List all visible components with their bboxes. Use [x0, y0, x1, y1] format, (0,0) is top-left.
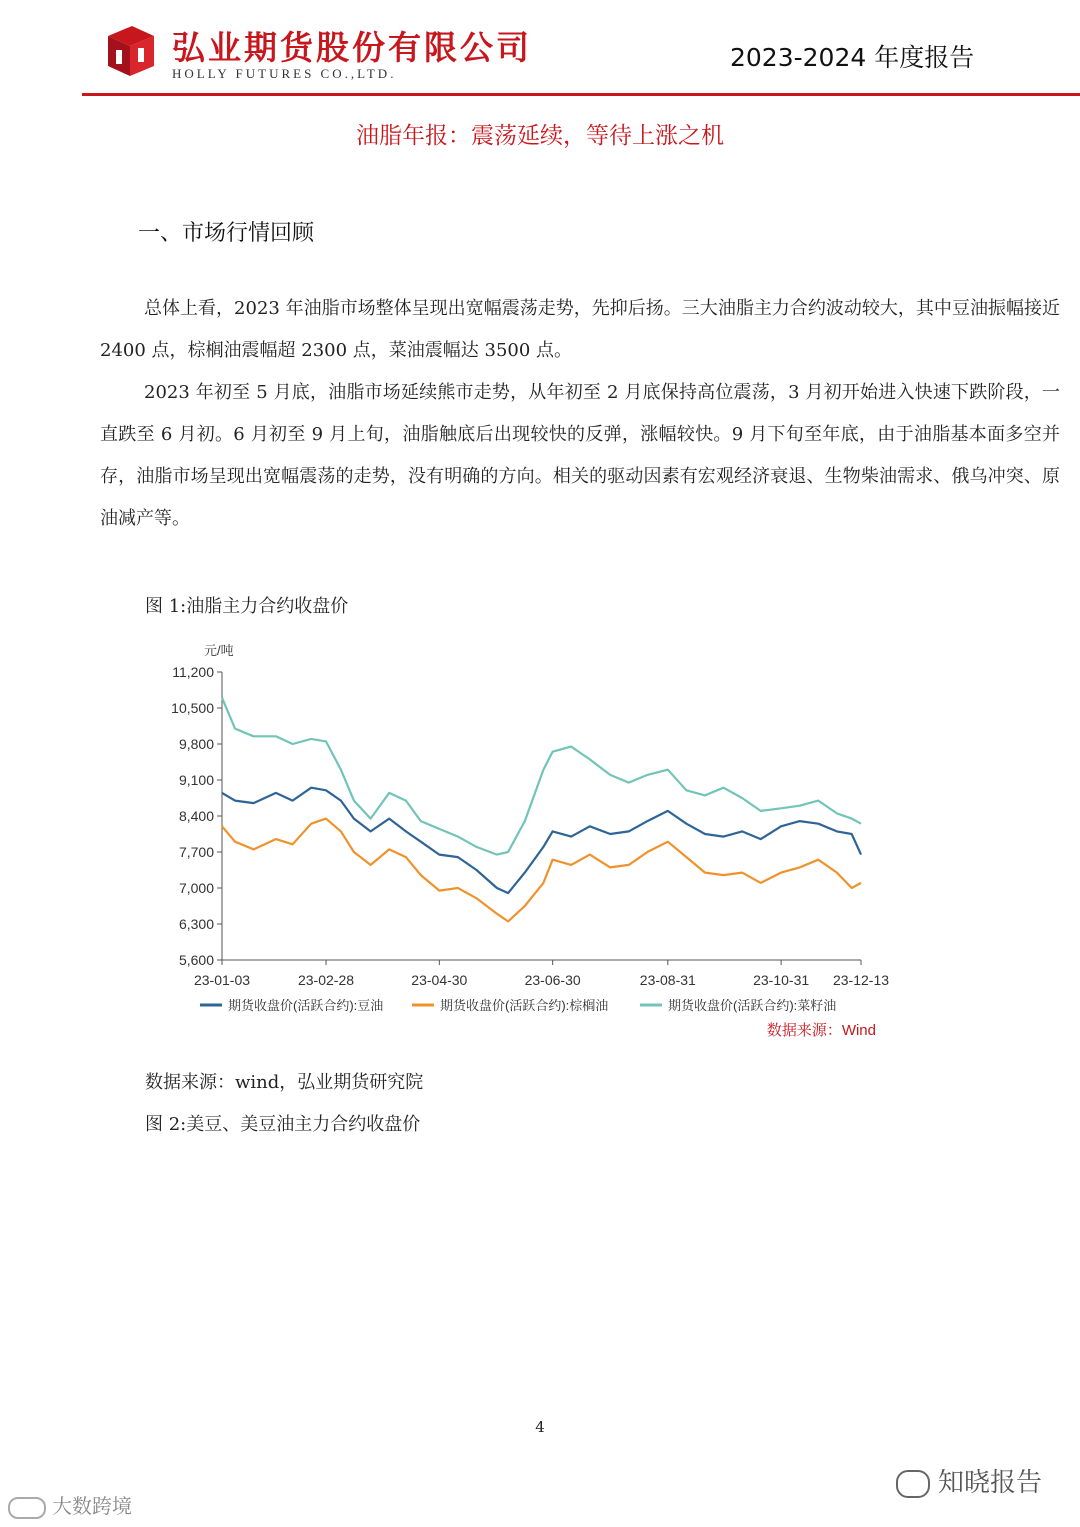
- y-tick-label: 7,000: [178, 880, 214, 896]
- legend-label: 期货收盘价(活跃合约):菜籽油: [668, 998, 837, 1013]
- y-tick-label: 6,300: [178, 916, 214, 932]
- figure-source-note: 数据来源：wind，弘业期货研究院: [145, 1072, 424, 1093]
- header-divider: [82, 93, 1080, 96]
- y-tick-label: 7,700: [178, 844, 214, 860]
- y-tick-label: 11,200: [172, 664, 214, 680]
- paragraph: 2023 年初至 5 月底，油脂市场延续熊市走势，从年初至 2 月底保持高位震荡，3 月初开始进入快速下跌阶段，一直跌至 6 月初。6 月初至 9 月上旬，油脂触底后出现较快的反弹，涨幅较快。9 月下旬至年底，由于油脂基本面多空并存，油脂市场呈现出宽幅震荡的走势，没有明确的方向。相关的驱动因素有宏观经济衰退、生物柴油需求、俄乌冲突、原油减产等。: [100, 382, 1060, 529]
- x-tick-label: 23-04-30: [411, 972, 468, 988]
- x-tick-label: 23-02-28: [297, 972, 355, 988]
- paragraph: 总体上看，2023 年油脂市场整体呈现出宽幅震荡走势，先抑后扬。三大油脂主力合约波动较大，其中豆油振幅接近 2400 点，棕榈油震幅超 2300 点，菜油震幅达 3500 点。: [100, 298, 1060, 361]
- section-heading: 一、市场行情回顾: [138, 221, 315, 246]
- x-tick-label: 23-01-03: [193, 972, 251, 988]
- legend-label: 期货收盘价(活跃合约):棕榈油: [440, 998, 609, 1013]
- oil-futures-line-chart: [150, 635, 910, 1045]
- x-tick-label: 23-08-31: [639, 972, 696, 988]
- wechat-icon: [896, 1470, 930, 1498]
- page-number: 4: [535, 1418, 545, 1436]
- company-name-en: HOLLY FUTURES CO.,LTD.: [172, 66, 397, 81]
- series-line: [222, 698, 861, 855]
- watermark-right: [896, 1462, 1042, 1499]
- y-tick-label: 8,400: [178, 808, 214, 824]
- watermark-logo-icon: [8, 1497, 46, 1519]
- x-tick-label: 23-10-31: [753, 972, 810, 988]
- y-axis-unit-label: 元/吨: [204, 643, 234, 658]
- legend-label: 期货收盘价(活跃合约):豆油: [228, 998, 384, 1013]
- y-tick-label: 5,600: [178, 952, 214, 968]
- figure-caption: 图 2:美豆、美豆油主力合约收盘价: [145, 1114, 421, 1135]
- y-tick-label: 9,100: [178, 772, 214, 788]
- body-text: [100, 288, 1060, 540]
- x-tick-label: 23-12-13: [832, 972, 890, 988]
- company-name-cn: 弘业期货股份有限公司: [172, 28, 532, 67]
- x-tick-label: 23-06-30: [524, 972, 581, 988]
- document-title: 油脂年报：震荡延续，等待上涨之机: [356, 123, 724, 149]
- figure-caption: 图 1:油脂主力合约收盘价: [145, 596, 349, 617]
- y-tick-label: 10,500: [171, 700, 214, 716]
- watermark-left: [8, 1490, 132, 1519]
- chart-source-note: 数据来源：Wind: [766, 1022, 876, 1039]
- y-tick-label: 9,800: [178, 736, 214, 752]
- report-title: 2023-2024 年度报告: [730, 43, 975, 72]
- watermark-right-text: 知晓报告: [938, 1468, 1043, 1498]
- company-logo-icon: [102, 22, 160, 80]
- series-line: [222, 788, 861, 893]
- watermark-left-text: 大数跨境: [52, 1494, 132, 1518]
- series-line: [222, 819, 861, 922]
